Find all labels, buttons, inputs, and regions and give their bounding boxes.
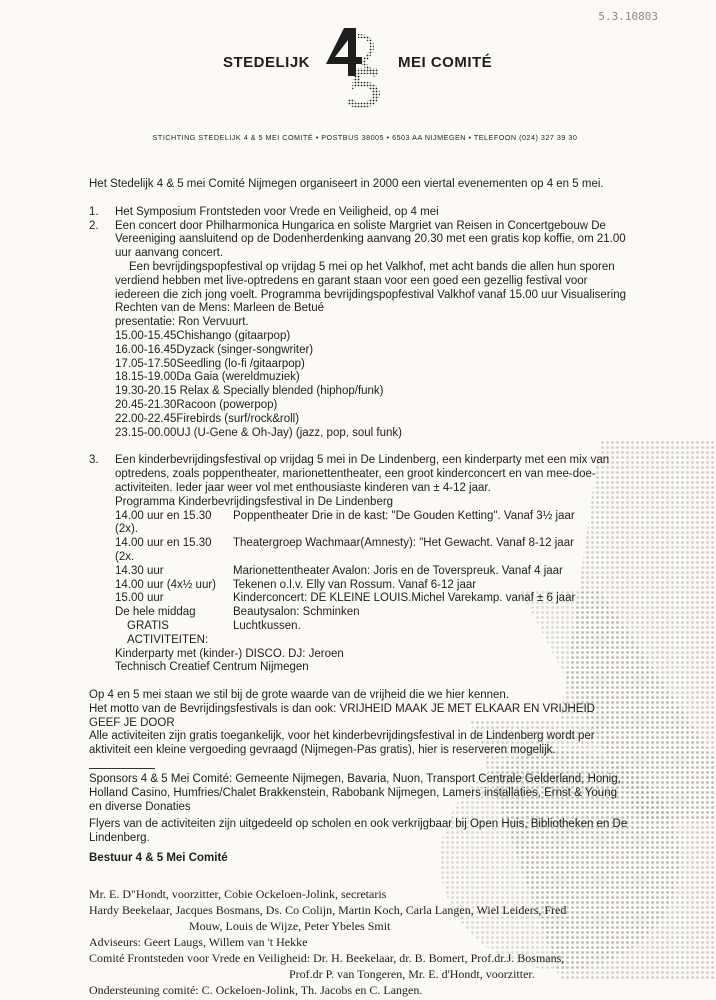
list-item-2: 2. Een concert door Philharmonica Hungarica en soliste Margriet van Reisen in Concertgebouw De Vereeniging aansluitend op de Dodenherdenking aanvang 20.30 met een gratis kop koffie, om 21.00 uur aanvang concert.	[89, 219, 626, 260]
closing-paragraph-2: Het motto van de Bevrijdingsfestivals is dan ook: VRIJHEID MAAK JE MET ELKAAR EN VRIJHEID GEEF JE DOOR	[89, 702, 595, 729]
table-row: 14.00 uur en 15.30 (2x. Theatergroep Wachmaar(Amnesty): "Het Gewacht. Vanaf 8-12 jaar	[115, 537, 574, 563]
letterhead-address: STICHTING STEDELIJK 4 & 5 MEI COMITÉ • POSTBUS 38005 • 6503 AA NIJMEGEN • TELEFOON (024) 327 39 30	[152, 133, 578, 142]
table-row: 14.00 uur (4x½ uur) Tekenen o.l.v. Elly van Rossum. Vanaf 6-12 jaar	[115, 578, 477, 591]
list-item-1: 1. Het Symposium Frontsteden voor Vrede en Veiligheid, op 4 mei	[89, 205, 439, 218]
comite-line-2: Prof.dr P. van Tongeren, Mr. E. d'Hondt, voorzitter.	[289, 966, 535, 981]
letter-body	[89, 178, 629, 998]
bestuur-line-1: Mr. E. D"Hondt, voorzitter, Cobie Ockeloen-Jolink, secretaris	[89, 886, 387, 901]
list-item: 17.05-17.50Seedling (lo-fi /gitaarpop)	[115, 357, 305, 370]
list-item: 16.00-16.45Dyzack (singer-songwriter)	[115, 343, 314, 356]
logo-45-mark	[318, 24, 384, 110]
comite-line-1: Comité Frontsteden voor Vrede en Veiligheid: Dr. H. Beekelaar, dr. B. Bomert, Prof.dr.J. Bosmans,	[89, 950, 565, 965]
kinder-schedule	[89, 510, 629, 676]
bestuur-line-3: Mouw, Louis de Wijze, Peter Ybeles Smit	[189, 918, 391, 933]
kinderparty-line: Kinderparty met (kinder-) DISCO. DJ: Jeroen	[115, 647, 344, 660]
presentatie-line: presentatie: Ron Vervuurt.	[115, 316, 249, 329]
list-item: 15.00-15.45Chishango (gitaarpop)	[115, 329, 291, 342]
list-item: 18.15-19.00Da Gaia (wereldmuziek)	[115, 371, 300, 384]
intro-paragraph: Het Stedelijk 4 & 5 mei Comité Nijmegen organiseert in 2000 een viertal evenementen op 4 en 5 mei.	[89, 178, 604, 190]
letterhead	[0, 46, 716, 116]
bestuur-line-2: Hardy Beekelaar, Jacques Bosmans, Ds. Co Colijn, Martin Koch, Carla Langen, Wiel Leiders, Fred	[89, 902, 567, 917]
flyers-paragraph: Flyers van de activiteiten zijn uitgedeeld op scholen en ook verkrijgbaar bij Open Huis, Bibliotheken en De Lindenberg.	[89, 818, 628, 845]
table-row: 14.30 uur Marionettentheater Avalon: Joris en de Toverspreuk. Vanaf 4 jaar	[115, 564, 563, 577]
logo-word-stedelijk: STEDELIJK	[223, 54, 311, 71]
table-row: 14.00 uur en 15.30 (2x). Poppentheater Drie in de kast: "De Gouden Ketting". Vanaf 3½ jaar	[115, 509, 575, 536]
adviseurs-line: Adviseurs: Geert Laugs, Willem van 't Hekke	[89, 934, 308, 949]
logo-word-mei-comite: MEI COMITÉ	[398, 54, 493, 71]
kinder-program-title: Programma Kinderbevrijdingsfestival in De Lindenberg	[115, 495, 394, 508]
pop-program-list	[89, 330, 629, 440]
table-row: 15.00 uur Kinderconcert: DE KLEINE LOUIS.Michel Varekamp. vanaf ± 6 jaar	[115, 592, 576, 605]
ondersteuning-line: Ondersteuning comité: C. Ockeloen-Jolink, Th. Jacobs en C. Langen.	[89, 982, 423, 997]
list-item: 22.00-22.45Firebirds (surf/rock&roll)	[115, 412, 300, 425]
list-item: 23.15-00.00UJ (U-Gene & Oh-Jay) (jazz, pop, soul funk)	[115, 426, 402, 439]
closing-paragraph-1: Op 4 en 5 mei staan we stil bij de grote waarde van de vrijheid die we hier kennen.	[89, 689, 509, 702]
divider	[89, 768, 155, 769]
list-item: 19.30-20.15 Relax & Specially blended (hiphop/funk)	[115, 385, 384, 398]
closing-paragraph-3: Alle activiteiten zijn gratis toegankelijk, voor het kinderbevrijdingsfestival in de Lindenberg wordt per aktiviteit een kleine vergoeding gevraagd (Nijmegen-Pas gratis), hier is reserveren mogelijk.	[89, 730, 595, 757]
popfestival-paragraph: Een bevrijdingspopfestival op vrijdag 5 mei op het Valkhof, met acht bands die allen hun sporen verdiend hebben met live-optredens en garant staan voor een goed een gezellig festival voor iedereen die zich jong voelt. Programma bevrijdingspopfestival Valkhof vanaf 15.00 uur Visualisering Rechten van de Mens: Marleen de Betué	[115, 260, 626, 315]
list-item: 20.45-21.30Racoon (powerpop)	[115, 398, 278, 411]
bestuur-list	[89, 886, 629, 998]
archive-number: 5.3.10803	[598, 10, 658, 23]
tcc-line: Technisch Creatief Centrum Nijmegen	[115, 661, 309, 674]
sponsors-paragraph: Sponsors 4 & 5 Mei Comité: Gemeente Nijmegen, Bavaria, Nuon, Transport Centrale Gelderland, Honig, Holland Casino, Humfries/Chalet Brakkenstein, Rabobank Nijmegen, Lamers installaties, Ernst & Young en diverse Donaties	[89, 773, 621, 813]
list-item-3: 3. Een kinderbevrijdingsfestival op vrijdag 5 mei in De Lindenberg, een kinderparty met een mix van optredens, zoals poppentheater, marionettentheater, een groot kinderconcert en van mee-doe-activiteiten. Ieder jaar weer vol met enthousiaste kinderen van ± 4-12 jaar.	[89, 454, 610, 494]
bestuur-heading: Bestuur 4 & 5 Mei Comité	[89, 852, 228, 865]
table-row: GRATIS ACTIVITEITEN: Luchtkussen.	[127, 619, 301, 646]
table-row: De hele middag Beautysalon: Schminken	[115, 606, 360, 619]
